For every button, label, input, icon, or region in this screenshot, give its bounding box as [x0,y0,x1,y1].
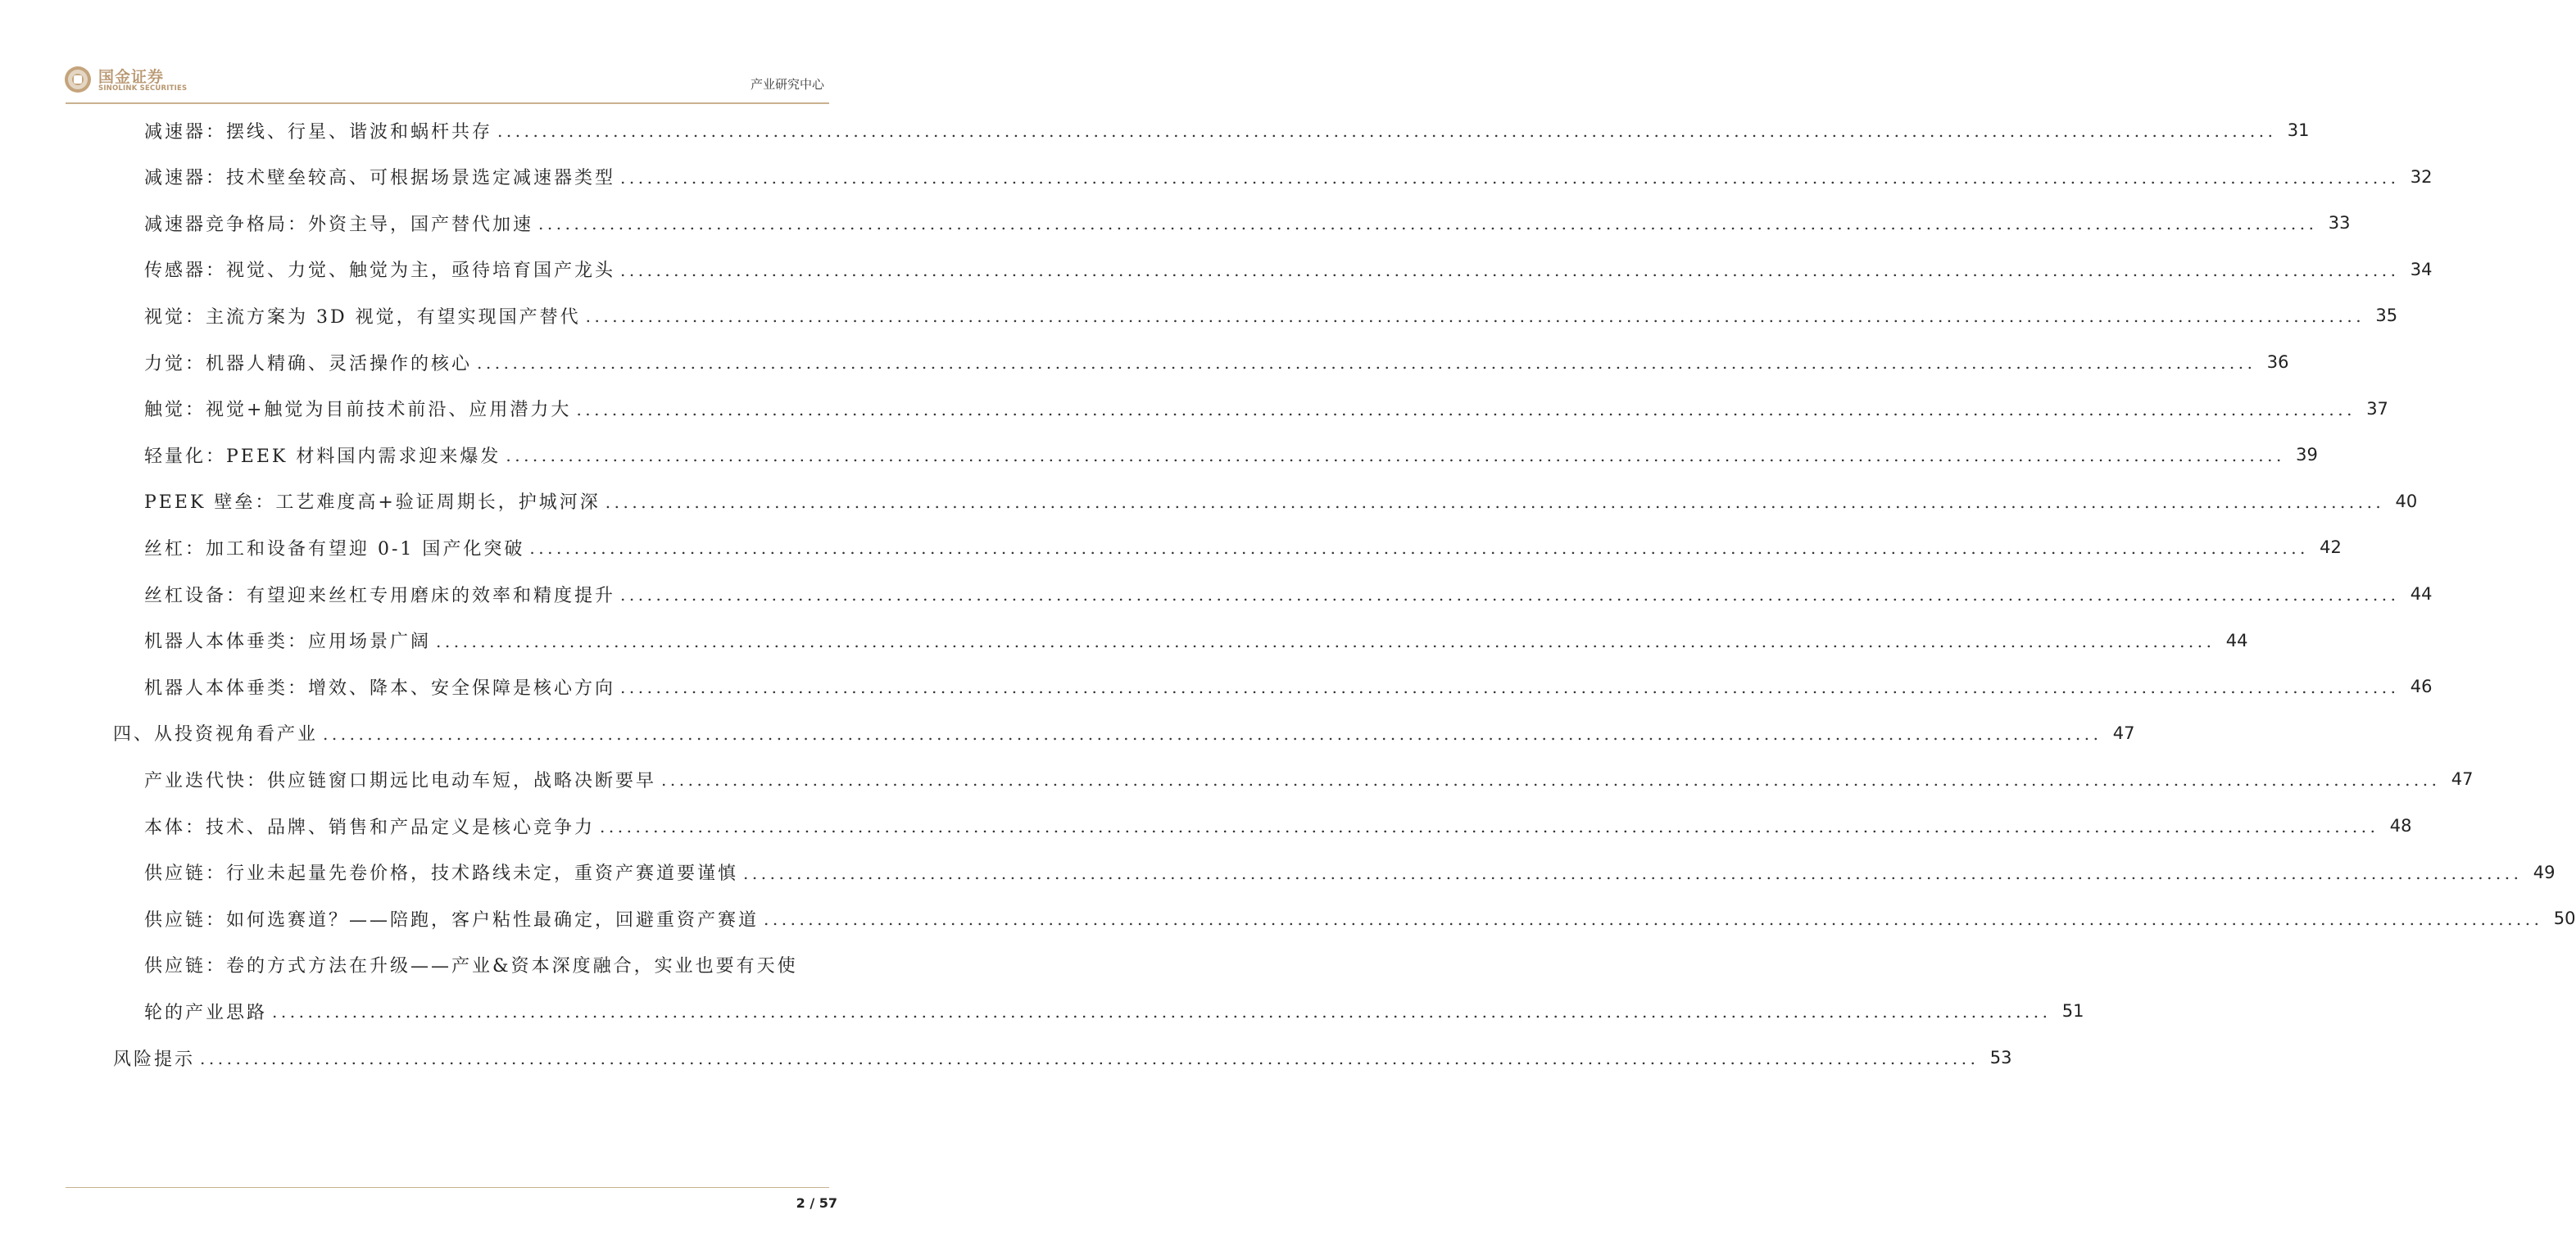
toc-entry-page: 40 [2395,491,2418,511]
toc-entry-title: 减速器竞争格局：外资主导，国产替代加速 [144,214,534,235]
toc-entry-page: 42 [2320,537,2342,558]
toc-entry[interactable] [144,432,2318,478]
toc-entry-page: 44 [2410,584,2433,604]
toc-leader-dots: ........................................................................................................................................................................................................ [600,817,2379,836]
toc-entry-page: 36 [2266,352,2289,372]
sinolink-logo [64,64,195,97]
toc-entry-title: 轮的产业思路 [144,1002,268,1023]
toc-leader-dots: ........................................................................................................................................................................................................ [497,121,2277,141]
toc-leader-dots: ........................................................................................................................................................................................................ [743,863,2523,883]
toc-leader-dots: ........................................................................................................................................................................................................ [620,167,2400,188]
toc-entry[interactable] [144,988,2084,1034]
toc-leader-dots: ........................................................................................................................................................................................................ [272,1002,2052,1022]
toc-leader-dots: ........................................................................................................................................................................................................ [506,446,2285,466]
toc-entry-page: 33 [2328,213,2351,233]
toc-entry[interactable] [144,524,2342,570]
toc-entry-page: 48 [2389,816,2412,836]
toc-entry[interactable] [144,386,2388,432]
toc-leader-dots: ........................................................................................................................................................................................................ [538,214,2318,234]
toc-entry-page: 31 [2287,120,2310,140]
toc-entry-title: 机器人本体垂类：增效、降本、安全保障是核心方向 [144,678,616,699]
toc-entry[interactable] [144,339,2289,385]
toc-entry-title: 供应链：如何选赛道？——陪跑，客户粘性最确定，回避重资产赛道 [144,909,760,931]
toc-entry[interactable] [144,664,2433,709]
toc-leader-dots: ........................................................................................................................................................................................................ [661,770,2441,791]
toc-entry-page: 35 [2375,306,2398,326]
toc-entry-title: 风险提示 [113,1049,196,1070]
toc-entry[interactable] [144,154,2433,200]
toc-entry-page: 39 [2296,445,2318,465]
toc-entry-title: 视觉：主流方案为 3D 视觉，有望实现国产替代 [144,306,581,328]
footer-divider [66,1187,829,1188]
toc-entry[interactable] [144,850,2556,895]
toc-leader-dots: ........................................................................................................................................................................................................ [620,678,2400,698]
toc-entry-title: 丝杠设备：有望迎来丝杠专用磨床的效率和精度提升 [144,585,616,606]
toc-entry[interactable] [144,756,2474,802]
toc-leader-dots: ........................................................................................................................................................................................................ [576,399,2356,419]
toc-entry[interactable] [144,942,805,988]
header-divider [66,102,829,104]
toc-entry-title: 产业迭代快：供应链窗口期远比电动车短，战略决断要早 [144,770,657,791]
toc-entry-page: 53 [1989,1048,2012,1067]
toc-entry-title: 触觉：视觉+触觉为目前技术前沿、应用潜力大 [144,400,572,421]
toc-entry-page: 46 [2410,677,2433,697]
toc-entry-title: 力觉：机器人精确、灵活操作的核心 [144,353,473,374]
toc-entry[interactable] [144,292,2398,338]
toc-entry-title: 丝杠：加工和设备有望迎 0-1 国产化突破 [144,538,525,560]
toc-entry[interactable] [144,571,2433,617]
toc-entry-page: 34 [2410,259,2433,279]
logo-chinese-name: 国金证券 [98,68,165,86]
toc-entry-page: 37 [2366,398,2388,419]
toc-entry-title: 减速器：摆线、行星、谐波和蜗杆共存 [144,121,493,143]
toc-entry-page: 50 [2553,909,2576,929]
department-label: 产业研究中心 [750,77,824,92]
toc-entry-title: 减速器：技术壁垒较高、可根据场景选定减速器类型 [144,168,616,189]
toc-entry-page: 51 [2061,1001,2084,1022]
toc-leader-dots: ........................................................................................................................................................................................................ [764,909,2543,930]
toc-entry-title: 机器人本体垂类：应用场景广阔 [144,632,432,653]
page-indicator: 2 / 57 [796,1195,837,1211]
toc-entry-title: 本体：技术、品牌、销售和产品定义是核心竞争力 [144,817,596,838]
toc-entry-page: 47 [2451,769,2474,790]
toc-entry-title: 传感器：视觉、力觉、触觉为主，亟待培育国产龙头 [144,261,616,282]
toc-entry[interactable] [144,803,2412,849]
toc-leader-dots: ........................................................................................................................................................................................................ [529,538,2309,559]
toc-entry-title: 四、从投资视角看产业 [113,724,319,746]
sinolink-logo-icon [64,66,92,93]
toc-entry[interactable] [113,710,2135,756]
toc-leader-dots: ........................................................................................................................................................................................................ [620,585,2400,605]
page-header [0,0,885,107]
toc-entry[interactable] [144,247,2433,292]
toc-entry[interactable] [144,618,2248,664]
toc-leader-dots: ........................................................................................................................................................................................................ [200,1049,1980,1068]
toc-entry-page: 49 [2533,862,2556,882]
toc-entry[interactable] [144,200,2351,246]
toc-entry-page: 32 [2410,166,2433,187]
toc-leader-dots: ........................................................................................................................................................................................................ [605,492,2385,512]
toc-entry[interactable] [113,1035,2012,1081]
toc-leader-dots: ........................................................................................................................................................................................................ [323,723,2102,744]
toc-entry-title: 供应链：行业未起量先卷价格，技术路线未定，重资产赛道要谨慎 [144,863,739,885]
toc-entry-page: 47 [2112,723,2135,743]
toc-entry[interactable] [144,895,2576,941]
toc-entry-title: PEEK 壁垒：工艺难度高+验证周期长，护城河深 [144,492,601,514]
toc-leader-dots: ........................................................................................................................................................................................................ [436,631,2215,651]
toc-entry-title: 供应链：卷的方式方法在升级——产业&资本深度融合，实业也要有天使 [144,956,798,977]
toc-entry[interactable] [144,478,2418,524]
toc-leader-dots: ........................................................................................................................................................................................................ [620,260,2400,280]
toc-entry[interactable] [144,107,2310,153]
toc-entry-title: 轻量化：PEEK 材料国内需求迎来爆发 [144,446,501,467]
toc-leader-dots: ........................................................................................................................................................................................................ [585,306,2365,327]
logo-english-name: SINOLINK SECURITIES [98,84,188,93]
toc-entry-page: 44 [2225,630,2248,650]
toc-leader-dots: ........................................................................................................................................................................................................ [477,353,2256,373]
